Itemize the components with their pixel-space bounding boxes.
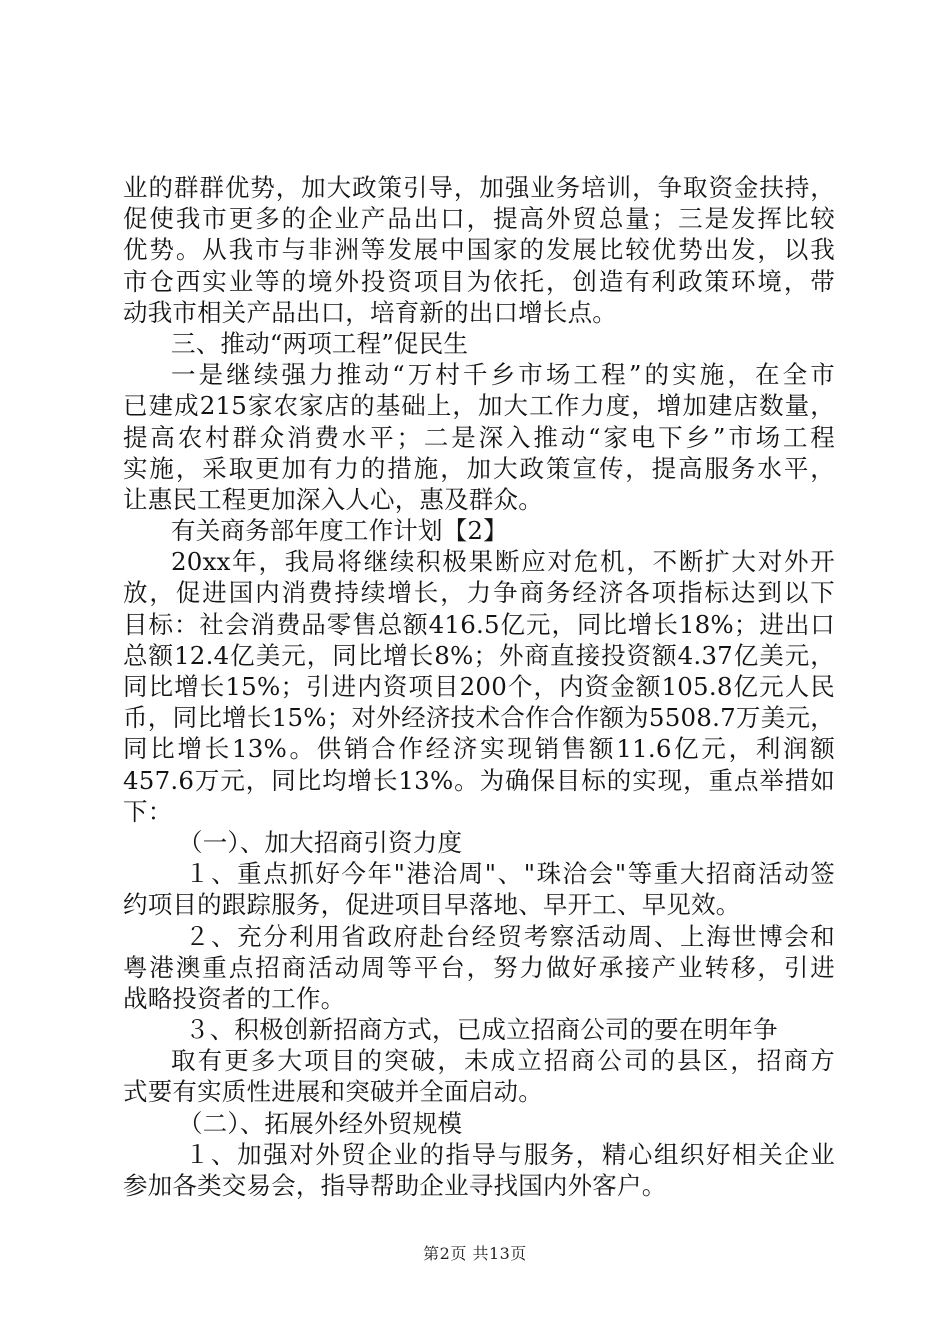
text-line: 取有更多大项目的突破，未成立招商公司的县区，招商方 bbox=[171, 1046, 835, 1076]
text-line: １、重点抓好今年"港洽周"、"珠洽会"等重大招商活动签 bbox=[185, 859, 835, 889]
text-line: １、加强对外贸企业的指导与服务，精心组织好相关企业 bbox=[185, 1139, 835, 1169]
text-line: 已建成215家农家店的基础上，加大工作力度，增加建店数量， bbox=[123, 391, 835, 421]
text-line: 同比增长13%。供销合作经济实现销售额11.6亿元，利润额 bbox=[123, 734, 835, 764]
text-line: 有关商务部年度工作计划【2】 bbox=[171, 516, 508, 546]
text-line: 式要有实质性进展和突破并全面启动。 bbox=[123, 1077, 543, 1107]
text-line: 三、推动“两项工程”促民生 bbox=[171, 328, 469, 358]
text-line: 放，促进国内消费持续增长，力争商务经济各项指标达到以下 bbox=[123, 578, 835, 608]
text-line: 目标：社会消费品零售总额416.5亿元，同比增长18%；进出口 bbox=[123, 609, 835, 639]
text-line: 下： bbox=[123, 796, 173, 826]
text-line: 战略投资者的工作。 bbox=[123, 983, 346, 1013]
text-line: 提高农村群众消费水平；二是深入推动“家电下乡”市场工程 bbox=[123, 422, 835, 452]
text-line: 业的群群优势，加大政策引导，加强业务培训，争取资金扶持， bbox=[123, 173, 835, 202]
text-line: 实施，采取更加有力的措施，加大政策宣传，提高服务水平， bbox=[123, 453, 835, 483]
document-body bbox=[123, 172, 835, 1201]
text-line: ２、充分利用省政府赴台经贸考察活动周、上海世博会和 bbox=[185, 921, 835, 951]
text-line: 促使我市更多的企业产品出口，提高外贸总量；三是发挥比较 bbox=[123, 204, 835, 234]
text-line: ３、积极创新招商方式，已成立招商公司的要在明年争 bbox=[185, 1015, 778, 1045]
text-line: （一）、加大招商引资力度 bbox=[178, 827, 463, 857]
text-line: 优势。从我市与非洲等发展中国家的发展比较优势出发，以我 bbox=[123, 235, 835, 265]
text-line: 币，同比增长15%；对外经济技术合作合作额为5508.7万美元， bbox=[123, 703, 835, 733]
text-line: 457.6万元，同比均增长13%。为确保目标的实现，重点举措如 bbox=[123, 765, 835, 795]
text-line: 让惠民工程更加深入人心，惠及群众。 bbox=[123, 484, 543, 514]
page-footer: 第2页 共13页 bbox=[423, 1244, 527, 1263]
text-line: 一是继续强力推动“万村千乡市场工程”的实施，在全市 bbox=[171, 360, 835, 390]
text-line: 粤港澳重点招商活动周等平台，努力做好承接产业转移，引进 bbox=[123, 952, 835, 982]
text-line: 参加各类交易会，指导帮助企业寻找国内外客户。 bbox=[123, 1171, 667, 1200]
text-line: 动我市相关产品出口，培育新的出口增长点。 bbox=[123, 297, 617, 327]
text-line: （二）、拓展外经外贸规模 bbox=[178, 1108, 463, 1138]
text-line: 同比增长15%；引进内资项目200个，内资金额105.8亿元人民 bbox=[123, 672, 835, 701]
text-line: 市仓西实业等的境外投资项目为依托，创造有利政策环境，带 bbox=[123, 266, 835, 296]
text-line: 约项目的跟踪服务，促进项目早落地、早开工、早见效。 bbox=[123, 890, 741, 920]
text-line: 20xx年，我局将继续积极果断应对危机，不断扩大对外开 bbox=[171, 547, 835, 577]
text-line: 总额12.4亿美元，同比增长8%；外商直接投资额4.37亿美元， bbox=[123, 640, 835, 670]
